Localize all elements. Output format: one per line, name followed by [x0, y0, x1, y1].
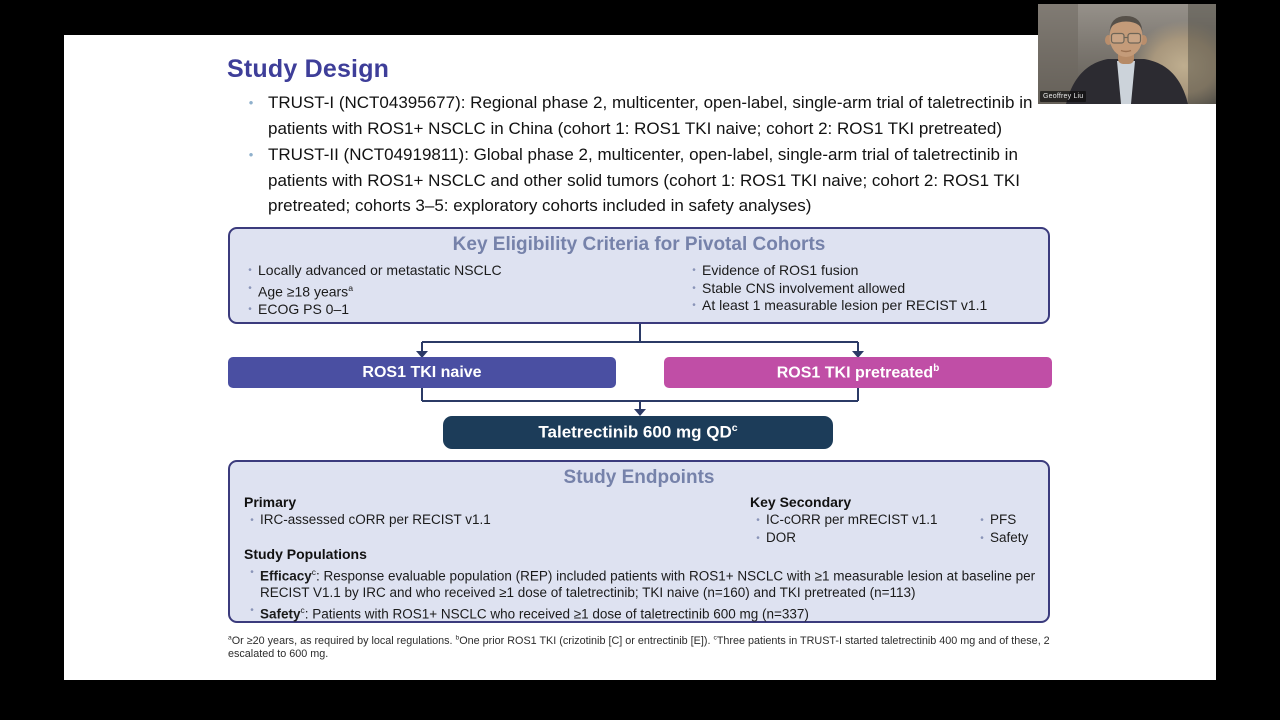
arrow-down-icon: [634, 409, 646, 416]
list-item: [242, 262, 672, 280]
eligibility-item: Evidence of ROS1 fusion: [702, 262, 859, 278]
footnote-text: One prior ROS1 TKI (crizotinib [C] or entrectinib [E]).: [459, 634, 714, 647]
list-item: [750, 512, 938, 530]
bullet-icon: •: [248, 95, 254, 110]
cohort-box-tki-naive: [228, 357, 616, 388]
population-text: : Response evaluable population (REP) included patients with ROS1+ NSCLC with ≥1 measurable lesion at baseline per RECIST V1.1 by IRC and who received ≥1 dose of taletrectinib; TKI naive (n=160) and TKI pretreated (n=113): [260, 568, 1036, 600]
eligibility-item: [258, 280, 353, 301]
list-item: [686, 297, 1046, 315]
eligibility-item-text: Age ≥18 years: [258, 283, 349, 300]
study-populations-list: [244, 564, 1040, 623]
footnote-b: [455, 634, 717, 647]
cohort-box-tki-pretreated: [664, 357, 1052, 388]
list-item: [974, 530, 1028, 548]
study-populations-heading: Study Populations: [244, 546, 367, 562]
bullet-icon: •: [756, 532, 760, 544]
glasses-icon: [1112, 34, 1125, 44]
cohort-label-text: ROS1 TKI pretreated: [776, 364, 934, 382]
bullet-icon: •: [250, 567, 254, 578]
footnote-marker: c: [731, 422, 738, 435]
footnote-marker: a: [348, 282, 354, 293]
eligibility-item: At least 1 measurable lesion per RECIST v1.1: [702, 297, 988, 313]
population-lead: Efficacy: [260, 568, 312, 584]
endpoint-item: DOR: [766, 529, 796, 545]
eligibility-item: Locally advanced or metastatic NSCLC: [258, 262, 502, 278]
list-item: [244, 512, 491, 530]
list-item: [750, 530, 938, 548]
list-item: [242, 301, 672, 319]
footnote-a: [228, 635, 456, 647]
cohort-label: [777, 363, 940, 382]
eligibility-criteria-panel: [228, 227, 1050, 324]
footnote-text: Three patients in TRUST-I started taletrectinib 400 mg and of these, 2 escalated to 600 mg.: [228, 634, 1050, 661]
footnote-marker: c: [311, 567, 316, 577]
bullet-icon: •: [692, 265, 696, 276]
presenter-portrait: [1038, 4, 1216, 104]
population-item: [260, 564, 1040, 602]
population-text: : Patients with ROS1+ NSCLC who received ≥1 dose of taletrectinib 600 mg (n=337): [304, 606, 809, 621]
treatment-label: [538, 422, 737, 443]
footnote-marker: c: [300, 604, 305, 615]
eligibility-item: ECOG PS 0–1: [258, 300, 350, 317]
participant-name-label: Geoffrey Liu: [1040, 91, 1086, 102]
study-endpoints-panel: [228, 460, 1050, 623]
bullet-icon: •: [248, 282, 252, 294]
list-item: [974, 512, 1028, 530]
bullet-icon: •: [692, 282, 696, 294]
list-item: [234, 90, 1042, 141]
trial-description-list: [234, 90, 1042, 220]
primary-endpoints: [244, 512, 491, 530]
list-item: [234, 142, 1042, 219]
footnote-text: Or ≥20 years, as required by local regulations.: [231, 634, 456, 647]
bullet-icon: •: [980, 515, 984, 526]
secondary-endpoints-col2: [974, 512, 1028, 547]
treatment-box: [443, 416, 833, 449]
bullet-icon: •: [248, 265, 252, 276]
bullet-icon: •: [250, 604, 254, 616]
cohort-label: ROS1 TKI naive: [362, 363, 482, 381]
presentation-slide: [64, 35, 1216, 680]
endpoints-panel-title: Study Endpoints: [563, 467, 715, 488]
eligibility-panel-title: Key Eligibility Criteria for Pivotal Cohorts: [452, 234, 826, 255]
trial-description-trust2: TRUST-II (NCT04919811): Global phase 2, multicenter, open-label, single-arm trial of taletrectinib in patients with ROS1+ NSCLC and other solid tumors (cohort 1: ROS1 TKI naive; cohort 2: ROS1 TKI pretreated; cohorts 3–5: exploratory cohorts included in safety analyses): [268, 145, 1020, 215]
treatment-label-text: Taletrectinib 600 mg QD: [538, 422, 732, 442]
endpoint-item: IRC-assessed cORR per RECIST v1.1: [260, 512, 491, 527]
trial-description-trust1: TRUST-I (NCT04395677): Regional phase 2, multicenter, open-label, single-arm trial of taletrectinib in patients with ROS1+ NSCLC in China (cohort 1: ROS1 TKI naive; cohort 2: ROS1 TKI pretreated): [268, 93, 1033, 138]
page-title: Study Design: [227, 55, 390, 83]
footnote-marker: a: [228, 634, 232, 641]
endpoint-item: PFS: [990, 512, 1017, 527]
endpoint-item: IC-cORR per mRECIST v1.1: [766, 512, 938, 527]
footnotes: [228, 631, 1052, 662]
footnote-marker: b: [455, 634, 460, 641]
population-item: [260, 602, 809, 623]
primary-heading: Primary: [244, 494, 297, 510]
eligibility-item: Stable CNS involvement allowed: [702, 279, 906, 296]
population-lead: Safety: [260, 606, 301, 621]
bullet-icon: •: [248, 303, 252, 315]
eligibility-right-column: [686, 262, 1046, 315]
list-item: [244, 564, 1040, 602]
bullet-icon: •: [980, 532, 984, 544]
bullet-icon: •: [692, 300, 696, 311]
list-item: [244, 602, 1040, 623]
endpoint-item: Safety: [990, 529, 1029, 545]
bullet-icon: •: [756, 515, 760, 526]
secondary-endpoints: [750, 512, 938, 547]
list-item: [242, 280, 672, 301]
footnote-marker: c: [713, 634, 717, 641]
webcam-video-thumbnail[interactable]: [1038, 4, 1216, 104]
eligibility-left-column: [242, 262, 672, 318]
bullet-icon: •: [250, 515, 254, 526]
list-item: [686, 280, 1046, 298]
bullet-icon: •: [248, 147, 254, 162]
footnote-marker: b: [933, 362, 940, 374]
key-secondary-heading: Key Secondary: [750, 494, 852, 510]
list-item: [686, 262, 1046, 280]
